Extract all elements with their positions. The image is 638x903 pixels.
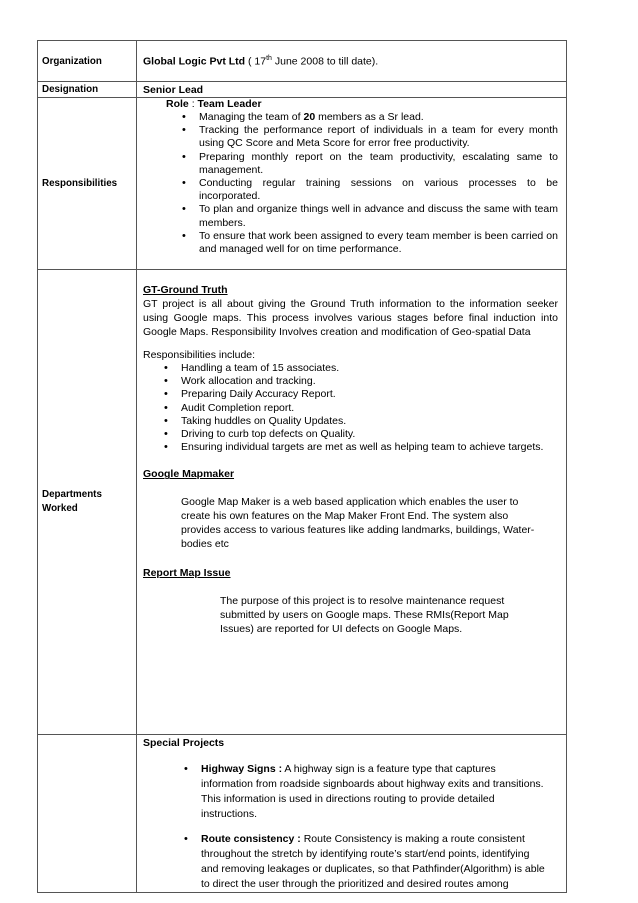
designation-row	[38, 82, 567, 98]
list-item: • Tracking the performance report of individuals in a team for every month using QC Score and Meta Score for error free productivity.	[199, 124, 558, 150]
list-item: • To plan and organize things well in advance and discuss the same with team members.	[199, 203, 558, 229]
list-item: • Handling a team of 15 associates.	[181, 362, 558, 375]
departments-label-line2: Worked	[42, 503, 78, 514]
list-item: • Preparing monthly report on the team productivity, escalating same to management.	[199, 151, 558, 177]
special-projects-title: Special Projects	[143, 737, 225, 749]
list-item	[199, 111, 558, 124]
list-item: • Preparing Daily Accuracy Report.	[181, 388, 558, 401]
departments-label	[38, 270, 137, 735]
role-value: Team Leader	[197, 98, 262, 110]
organization-value	[137, 41, 567, 82]
organization-row	[38, 41, 567, 82]
gt-title: GT-Ground Truth	[143, 284, 228, 296]
responsibilities-intro: Responsibilities include:	[143, 349, 256, 361]
role-separator: :	[191, 98, 195, 110]
list-item	[201, 762, 548, 822]
company-name: Global Logic Pvt Ltd	[143, 55, 246, 68]
list-item: • Driving to curb top defects on Quality.	[181, 428, 558, 441]
responsibilities-list	[143, 111, 560, 256]
tenure-start: ( 17	[248, 55, 267, 68]
list-item: • To ensure that work been assigned to every team member is been carried on and managed well for on time performance.	[199, 230, 558, 256]
gt-description: GT project is all about giving the Ground Truth information to the information seeker using Google maps. This process involves various stages before final induction into Google Maps. Responsibility Involves creation and modification of Geo-spatial Data	[143, 298, 558, 338]
resume-table	[37, 40, 567, 893]
gt-responsibilities-list	[143, 362, 560, 454]
route-consistency-title: Route consistency :	[201, 833, 301, 845]
designation-value	[137, 82, 567, 98]
list-item: • Work allocation and tracking.	[181, 375, 558, 388]
role-label: Role	[166, 98, 189, 110]
list-item: • Conducting regular training sessions on various processes to be incorporated.	[199, 177, 558, 203]
highway-signs-text: A highway sign is a feature type that captures information from roadside signboards about highway exits and transitions. This information is used in directions routing to provide detailed instructions.	[201, 763, 544, 820]
responsibilities-cell	[137, 98, 567, 270]
designation-label: Designation	[38, 82, 137, 98]
rmi-title: Report Map Issue	[143, 567, 231, 580]
departments-row	[38, 270, 567, 735]
team-size: 20	[303, 111, 316, 123]
rmi-description: The purpose of this project is to resolve maintenance request submitted by users on Google maps. These RMIs(Report Map Issues) are reported for UI defects on Google Maps.	[220, 595, 509, 636]
role-line	[143, 98, 560, 111]
special-projects-row	[38, 735, 567, 893]
route-consistency-text: Route Consistency is making a route consistent throughout the stretch by identifying route’s start/end points, identifying and removing leakages or duplicates, so that Pathfinder(Algorithm) is able to direct the user through the prioritized and desired routes among	[201, 833, 545, 890]
special-projects-list	[143, 762, 560, 892]
designation-text: Senior Lead	[143, 83, 204, 96]
tenure-end: June 2008 to till date).	[271, 55, 379, 68]
responsibilities-row	[38, 98, 567, 270]
special-projects-cell	[137, 735, 567, 893]
departments-label-line1: Departments	[42, 489, 102, 500]
organization-label: Organization	[38, 41, 137, 82]
list-item: • Ensuring individual targets are met as well as helping team to achieve targets.	[181, 441, 558, 454]
mapmaker-title: Google Mapmaker	[143, 468, 235, 481]
list-item-text: members as a Sr lead.	[315, 111, 424, 123]
mapmaker-description: Google Map Maker is a web based application which enables the user to create his own features on the Map Maker Front End. The system also provides access to various features like adding landmarks, buildings, Water-bodies etc	[181, 496, 535, 551]
highway-signs-title: Highway Signs :	[201, 763, 283, 775]
list-item: • Taking huddles on Quality Updates.	[181, 415, 558, 428]
list-item: • Audit Completion report.	[181, 402, 558, 415]
departments-cell	[137, 270, 567, 735]
responsibilities-label: Responsibilities	[38, 98, 137, 270]
tenure-superscript: th	[266, 54, 272, 62]
special-projects-label	[38, 735, 137, 893]
list-item	[201, 832, 548, 892]
list-item-text: Managing the team of	[199, 111, 304, 123]
